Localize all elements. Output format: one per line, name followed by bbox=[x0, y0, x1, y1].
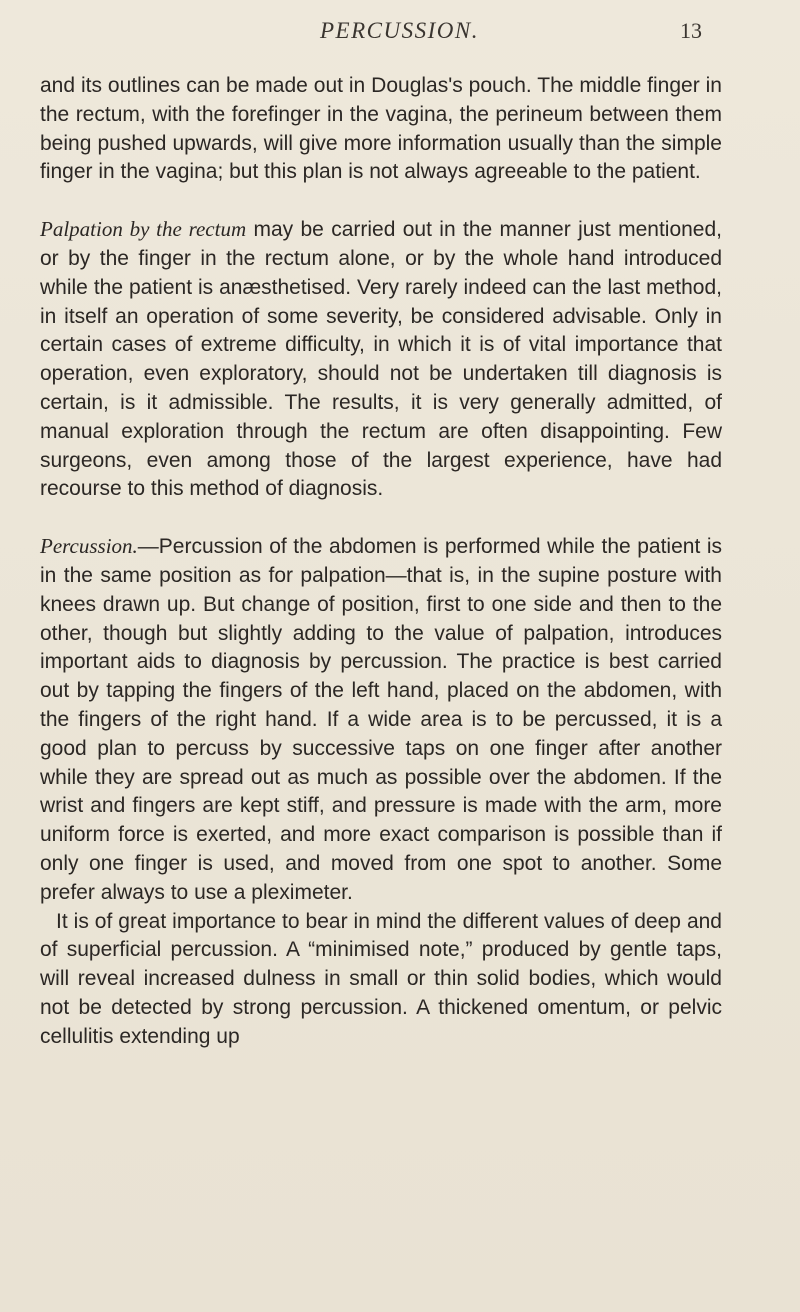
paragraph-deep-superficial-percussion bbox=[40, 908, 722, 1052]
running-head bbox=[0, 18, 800, 52]
paragraph-text: —Percussion of the abdomen is performed while the patient is in the same position as for palpation—that is, in the supine posture with knees drawn up. But change of position, first to one side and then to the other, though but slightly adding to the value of palpation, introduces important aids to diagnosis by percussion. The practice is best carried out by tapping the fingers of the left hand, placed on the abdomen, with the fingers of the right hand. If a wide area is to be percussed, it is a good plan to percuss by successive taps on one finger after another while they are spread out as much as possible over the abdomen. If the wrist and fingers are kept stiff, and pressure is made with the arm, more uniform force is exerted, and more exact comparison is possible than if only one finger is used, and moved from one spot to another. Some prefer always to use a pleximeter. bbox=[40, 535, 722, 904]
paragraph-lead-percussion: Percussion. bbox=[40, 534, 138, 559]
page-number: 13 bbox=[680, 18, 702, 43]
paragraph-douglas-pouch bbox=[40, 72, 722, 187]
paragraph-percussion bbox=[40, 532, 722, 907]
paragraph-text: It is of great importance to bear in mind the different values of deep and of superficial percussion. A “minimised note,” produced by gentle taps, will reveal increased dulness in small or thin solid bodies, which would not be detected by strong percussion. A thickened omentum, or pelvic cellulitis extending up bbox=[40, 909, 722, 1048]
paragraph-palpation-by-rectum bbox=[40, 215, 722, 504]
paragraph-lead-palpation: Palpation by the rectum bbox=[40, 217, 247, 242]
body-text bbox=[40, 72, 722, 1052]
running-title: PERCUSSION. bbox=[320, 18, 479, 43]
paragraph-text: may be carried out in the manner just mentioned, or by the finger in the rectum alone, or by the whole hand introduced while the patient is anæsthetised. Very rarely indeed can the last method, in itself an operation of some severity, be considered advisable. Only in certain cases of extreme difficulty, in which it is of vital importance that operation, even exploratory, should not be undertaken till diagnosis is certain, is it admissible. The results, it is very generally admitted, of manual exploration through the rectum are often disappointing. Few surgeons, even among those of the largest experience, have had recourse to this method of diagnosis. bbox=[40, 218, 723, 501]
paragraph-text: and its outlines can be made out in Douglas's pouch. The middle finger in the rectum, with the forefinger in the vagina, the perineum between them being pushed upwards, will give more information usually than the simple finger in the vagina; but this plan is not always agreeable to the patient. bbox=[40, 74, 722, 184]
